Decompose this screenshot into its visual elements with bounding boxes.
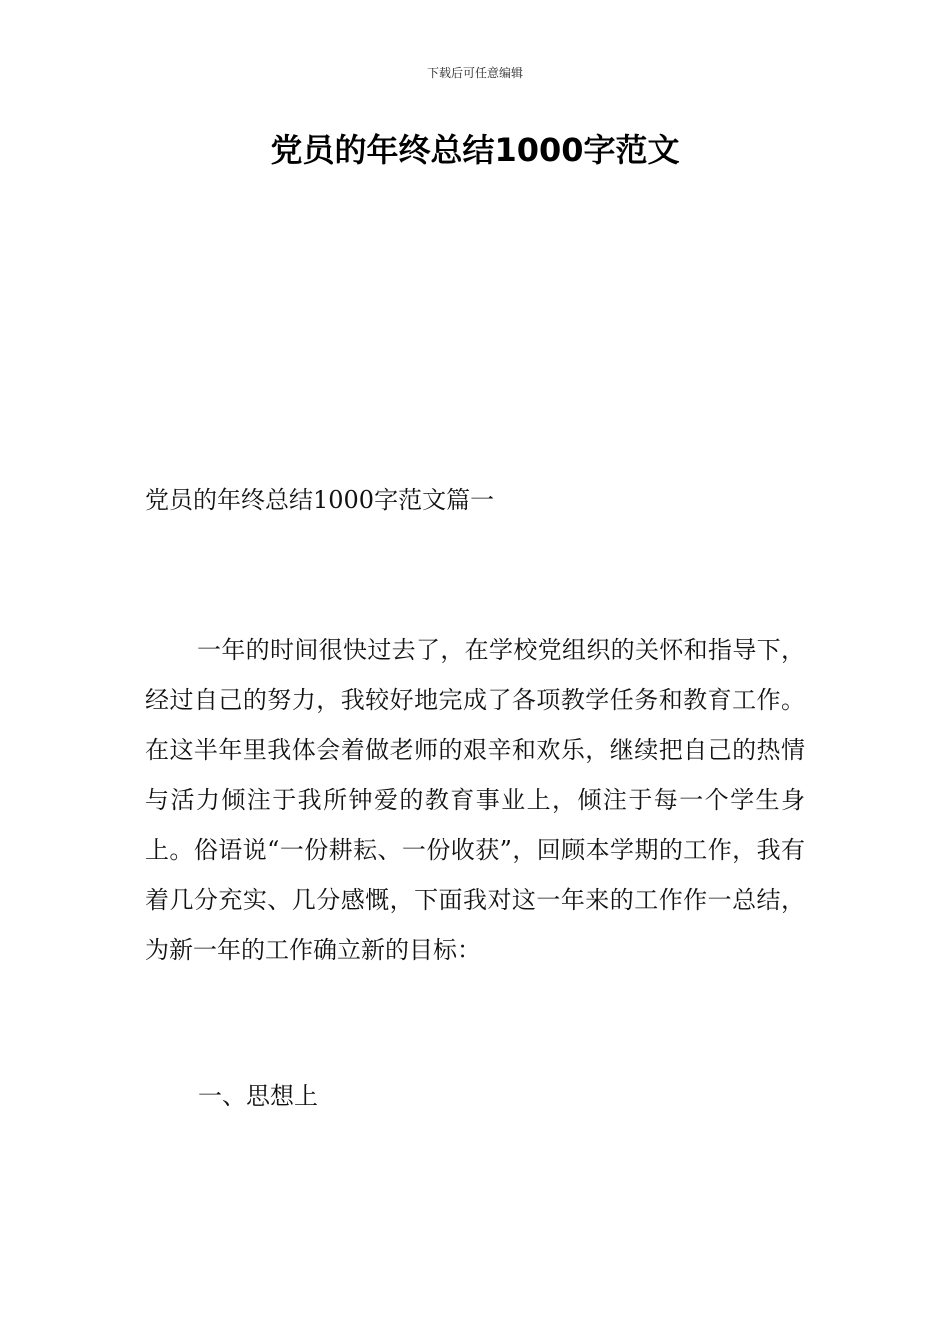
body-paragraph: 一年的时间很快过去了，在学校党组织的关怀和指导下，经过自己的努力，我较好地完成了各项教学任务和教育工作。在这半年里我体会着做老师的艰辛和欢乐，继续把自己的热情与活力倾注于我所钟爱的教育事业上，倾注于每一个学生身上。俗语说“一份耕耘、一份收获”，回顾本学期的工作，我有着几分充实、几分感慨，下面我对这一年来的工作作一总结，为新一年的工作确立新的目标： [145, 636, 805, 964]
section-title: 党员的年终总结1000字范文篇一 [145, 486, 495, 514]
subheading: 一、思想上 [198, 1082, 318, 1110]
header-note: 下载后可任意编辑 [426, 66, 523, 80]
document-title: 党员的年终总结1000字范文 [270, 131, 680, 169]
